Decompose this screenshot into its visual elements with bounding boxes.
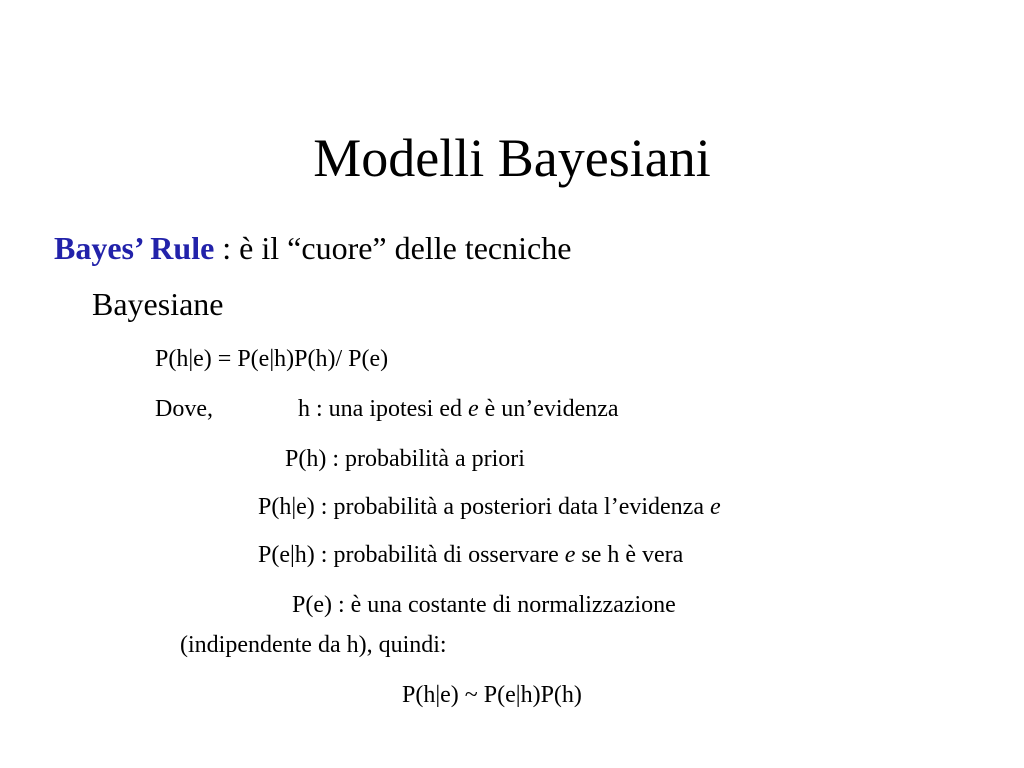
bayes-formula: P(h|e) = P(e|h)P(h)/ P(e) (155, 346, 389, 372)
likelihood-definition (258, 538, 683, 572)
likelihood-evidence-symbol: e (564, 542, 576, 568)
normalization-line-1: P(e) : è una costante di normalizzazione (292, 592, 676, 618)
bayes-rule-label: Bayes’ Rule (54, 230, 215, 266)
slide-title: Modelli Bayesiani (313, 128, 711, 188)
posterior-definition (258, 490, 721, 524)
hypothesis-text: h : una ipotesi ed (298, 396, 468, 422)
bayes-rule-line-1 (54, 226, 571, 270)
posterior-evidence-symbol: e (709, 494, 721, 520)
hypothesis-definition (298, 392, 619, 426)
evidence-text: è un’evidenza (478, 396, 619, 422)
prior-definition: P(h) : probabilità a priori (285, 446, 525, 472)
dove-line (155, 392, 619, 426)
evidence-symbol: e (467, 396, 479, 422)
bayes-rule-text: : è il “cuore” delle tecniche (214, 230, 572, 266)
proportional-formula: P(h|e) ~ P(e|h)P(h) (402, 682, 582, 708)
bayes-rule-line-2: Bayesiane (92, 286, 224, 322)
dove-label: Dove, (155, 396, 213, 422)
likelihood-text: P(e|h) : probabilità di osservare (258, 542, 565, 568)
normalization-line-2: (indipendente da h), quindi: (180, 632, 447, 658)
posterior-text: P(h|e) : probabilità a posteriori data l’evidenza (258, 494, 710, 520)
likelihood-suffix: se h è vera (575, 542, 684, 568)
